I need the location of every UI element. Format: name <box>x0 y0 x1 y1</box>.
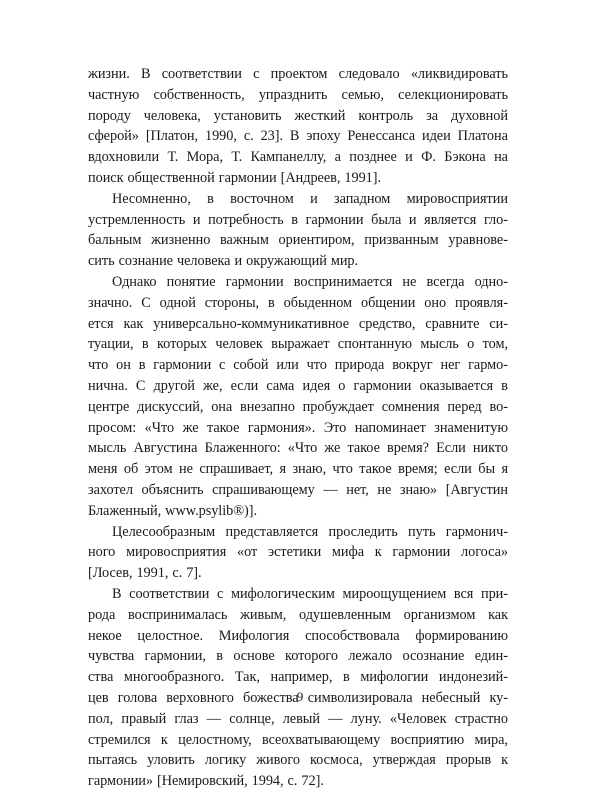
text-line: Однако понятие гармонии воспринимается не всегда одно- <box>112 273 508 290</box>
text-line: гармонии» [Немировский, 1994, с. 72]. <box>88 773 324 790</box>
text-line: вдохновили Т. Мора, Т. Кампанеллу, а позднее и Ф. Бэкона на <box>88 149 508 166</box>
text-line: что он в гармонии с собой или что природа вокруг нег гармо- <box>88 357 508 374</box>
text-line: поиск общественной гармонии [Андреев, 1991]. <box>88 169 382 186</box>
text-line: нична. С другой же, если сама идея о гармонии оказывается в <box>88 377 508 394</box>
text-line: В соответствии с мифологическим мироощущением вся при- <box>112 585 508 602</box>
text-line: захотел объяснить спрашивающему — нет, не знаю» [Августин <box>88 481 508 498</box>
text-line: центре дискуссий, она внезапно пробуждает сомнения перед во- <box>88 398 508 415</box>
text-line: устремленность и потребность в гармонии была и является гло- <box>88 211 508 228</box>
text-line: ного мировосприятия «от эстетики мифа к гармонии логоса» <box>88 544 508 561</box>
text-line: породу человека, установить жесткий контроль за духовной <box>88 107 508 124</box>
text-line: ства многообразного. Так, например, в мифологии индонезий- <box>88 669 508 686</box>
body-text <box>88 64 508 792</box>
text-line: Блаженный, www.psylib®)]. <box>88 502 258 519</box>
text-line: жизни. В соответствии с проектом следовало «ликвидировать <box>88 66 508 82</box>
text-line: пытаясь уловить логику живого космоса, утверждая прорыв к <box>88 752 508 769</box>
text-line: пол, правый глаз — солнце, левый — луну. «Человек страстно <box>88 710 508 727</box>
text-line: мысль Августина Блаженного: «Что же такое время? Если никто <box>88 440 508 457</box>
text-line: чувства гармонии, в основе которого лежало осознание един- <box>88 648 508 665</box>
text-line: бальным жизненно важным ориентиром, призванным уравнове- <box>88 232 508 249</box>
text-line: рода воспринималась живым, одушевленным организмом как <box>88 606 508 623</box>
text-line: сить сознание человека и окружающий мир. <box>88 253 359 270</box>
text-line: значно. С одной стороны, в обыденном общении оно проявля- <box>88 294 508 311</box>
text-line: Целесообразным представляется проследить путь гармонич- <box>112 523 508 540</box>
text-line: меня об этом не спрашивает, я знаю, что такое время; если бы я <box>88 461 508 478</box>
text-line: сферой» [Платон, 1990, с. 23]. В эпоху Ренессанса идеи Платона <box>88 128 508 145</box>
text-line: цев голова верховного божества символизировала небесный ку- <box>88 689 508 706</box>
text-line: стремился к целостному, всеохватывающему восприятию мира, <box>88 731 508 748</box>
text-line: ется как универсально-коммуникативное средство, сравните си- <box>88 315 508 332</box>
text-line: просом: «Что же такое гармония». Это напоминает знаменитую <box>88 419 508 436</box>
text-line: некое целостное. Мифология способствовала формированию <box>88 627 508 644</box>
page-number: 9 <box>296 689 304 704</box>
text-line: Несомненно, в восточном и западном мировосприятии <box>112 190 508 207</box>
text-line: частную собственность, упразднить семью, селекционировать <box>88 86 508 103</box>
text-line: [Лосев, 1991, с. 7]. <box>88 565 202 582</box>
text-line: туации, в которых человек выражает спонтанную мысль о том, <box>88 336 508 353</box>
